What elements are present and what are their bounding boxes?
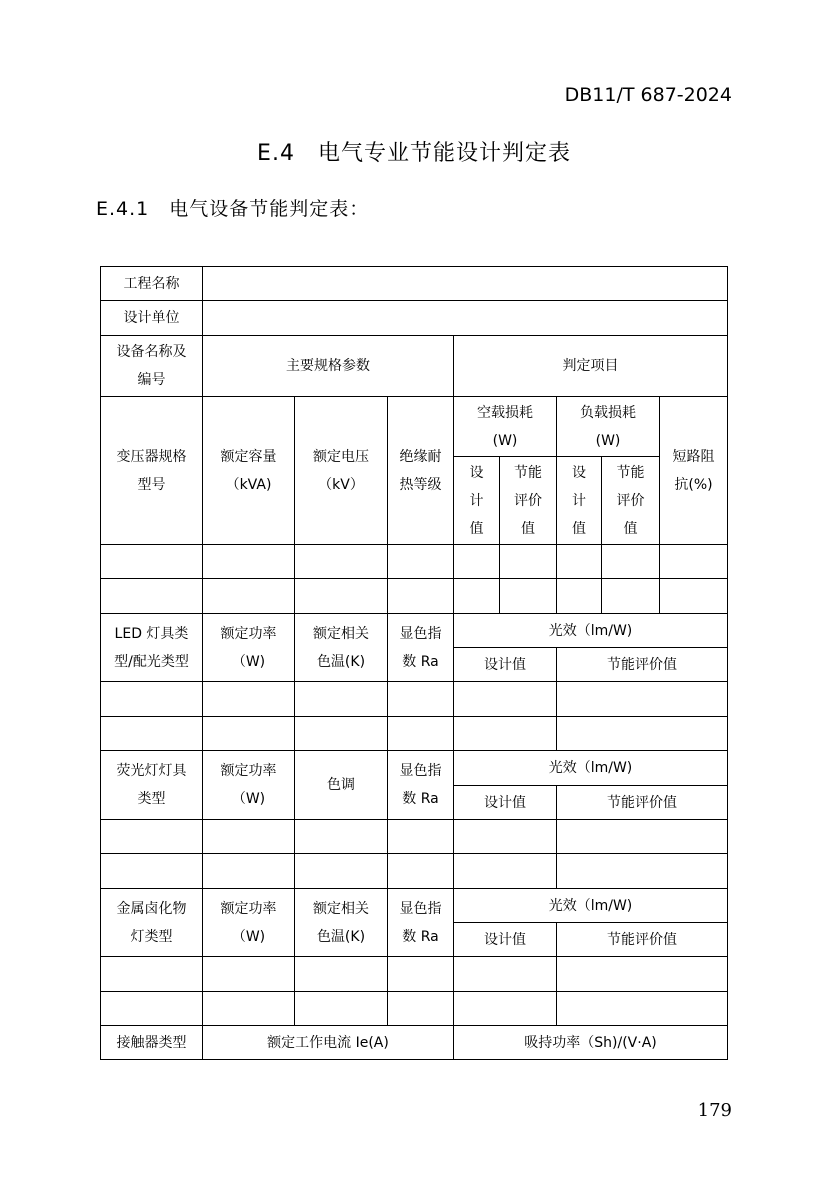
design-unit-value — [203, 301, 728, 336]
metal-halide-cri-label: 显色指 数 Ra — [388, 889, 454, 957]
no-load-design-value-label: 设 计 值 — [454, 457, 500, 545]
rated-current-label: 额定工作电流 Ie(A) — [203, 1026, 454, 1060]
led-cri-label: 显色指 数 Ra — [388, 614, 454, 682]
led-cct-label: 额定相关 色温(K) — [295, 614, 388, 682]
fluorescent-rated-power-label: 额定功率 （W) — [203, 751, 295, 820]
fluorescent-cri-label: 显色指 数 Ra — [388, 751, 454, 820]
energy-judgement-table — [100, 266, 728, 1060]
fluorescent-type-label: 荧光灯灯具 类型 — [101, 751, 203, 820]
table-row — [101, 717, 728, 751]
metal-halide-design-value-label: 设计值 — [454, 923, 557, 957]
no-load-loss-label: 空载损耗 (W) — [454, 397, 557, 457]
led-type-label: LED 灯具类 型/配光类型 — [101, 614, 203, 682]
table-row — [101, 992, 728, 1026]
design-unit-label: 设计单位 — [101, 301, 203, 336]
contactor-type-label: 接触器类型 — [101, 1026, 203, 1060]
table-row — [101, 682, 728, 717]
load-eval-value-label: 节能 评价 值 — [602, 457, 660, 545]
metal-halide-eval-value-label: 节能评价值 — [557, 923, 728, 957]
transformer-model-label: 变压器规格 型号 — [101, 397, 203, 545]
equipment-name-label: 设备名称及 编号 — [101, 336, 203, 397]
led-eval-value-label: 节能评价值 — [557, 648, 728, 682]
table-row — [101, 545, 728, 579]
fluorescent-eval-value-label: 节能评价值 — [557, 786, 728, 820]
fluorescent-efficacy-label: 光效（lm/W) — [454, 751, 728, 786]
table-row — [101, 957, 728, 992]
holding-power-label: 吸持功率（Sh)/(V·A) — [454, 1026, 728, 1060]
metal-halide-rated-power-label: 额定功率 （W) — [203, 889, 295, 957]
judgement-items-label: 判定项目 — [454, 336, 728, 397]
section-title: E.4 电气专业节能设计判定表 — [257, 141, 571, 166]
main-params-label: 主要规格参数 — [203, 336, 454, 397]
fluorescent-design-value-label: 设计值 — [454, 786, 557, 820]
table-row — [101, 854, 728, 889]
table-row — [101, 820, 728, 854]
project-name-value — [203, 267, 728, 301]
metal-halide-efficacy-label: 光效（lm/W) — [454, 889, 728, 923]
led-design-value-label: 设计值 — [454, 648, 557, 682]
short-circuit-impedance-label: 短路阻 抗(%) — [660, 397, 728, 545]
insulation-class-label: 绝缘耐 热等级 — [388, 397, 454, 545]
rated-capacity-label: 额定容量 （kVA) — [203, 397, 295, 545]
load-loss-label: 负载损耗 (W) — [557, 397, 660, 457]
fluorescent-tone-label: 色调 — [295, 751, 388, 820]
metal-halide-type-label: 金属卤化物 灯类型 — [101, 889, 203, 957]
project-name-label: 工程名称 — [101, 267, 203, 301]
no-load-eval-value-label: 节能 评价 值 — [500, 457, 557, 545]
load-design-value-label: 设 计 值 — [557, 457, 602, 545]
rated-voltage-label: 额定电压 （kV） — [295, 397, 388, 545]
doc-code: DB11/T 687-2024 — [564, 84, 732, 106]
led-efficacy-label: 光效（lm/W) — [454, 614, 728, 648]
led-rated-power-label: 额定功率 （W) — [203, 614, 295, 682]
page-number: 179 — [697, 1100, 732, 1121]
table-row — [101, 579, 728, 614]
metal-halide-cct-label: 额定相关 色温(K) — [295, 889, 388, 957]
subsection-title: E.4.1 电气设备节能判定表： — [96, 198, 370, 220]
